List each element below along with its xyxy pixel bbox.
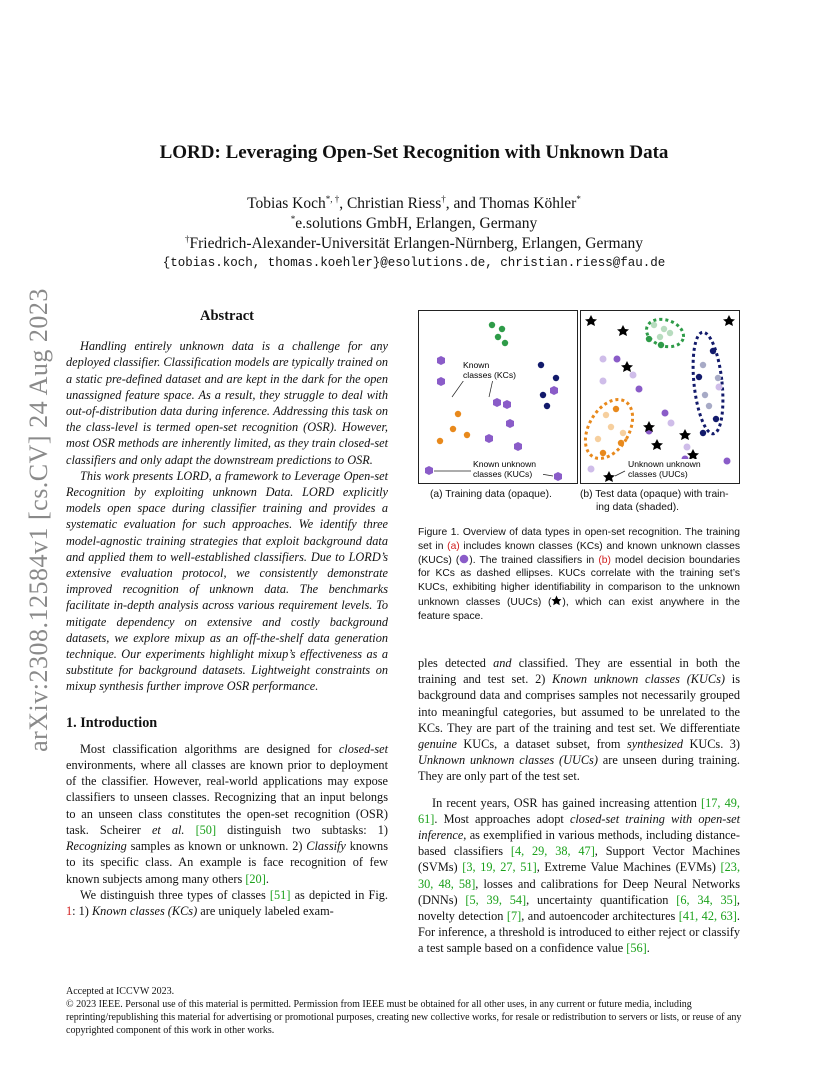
author-affil-mark: *, † xyxy=(325,194,340,204)
right-column xyxy=(418,655,740,957)
caption-text: model decision boundaries for KCs as dashed ellipses. KUCs correlate with the training set’s KUCs, exhibiting higher identifiability in comparison to the unknown unknown classes (UUCs) ( xyxy=(418,554,740,608)
text-emphasis: closed-set training with open-set inference xyxy=(418,811,740,843)
text-run: classified. They are essential in both the training and test set. 2) xyxy=(418,656,740,687)
uuc-label: Unknown unknown xyxy=(628,459,701,469)
section-heading: 1. Introduction xyxy=(66,714,158,731)
caption-text: ). The trained classifiers in xyxy=(469,554,599,566)
test-opaque-points xyxy=(600,336,731,465)
figure-panel-a xyxy=(418,310,578,484)
figure-panel-b xyxy=(580,310,740,484)
caption-text: ), which can exist anywhere in the feature space. xyxy=(418,596,740,622)
subfigure-label-a: (a) Training data (opaque). xyxy=(430,489,552,500)
text-run: KUCs. 3) xyxy=(682,737,740,752)
affiliation-2 xyxy=(0,234,828,253)
text-run: are uniquely labeled exam- xyxy=(197,903,334,918)
text-run: . xyxy=(265,871,269,886)
uuc-star-icon xyxy=(551,595,562,606)
text-run: . xyxy=(646,941,650,956)
citation-link[interactable]: [6, 34, 35] xyxy=(676,892,737,907)
text-emphasis: Recognizing xyxy=(66,839,127,854)
text-run: Most classification algorithms are designed for xyxy=(80,741,339,756)
text-run: , and autoencoder architectures xyxy=(521,909,679,924)
text-run: , Extreme Value Machines (EVMs) xyxy=(536,860,721,875)
text-run: is background data and comprises samples not necessarily grouped into meaningful categories, but assumed to be unrelated to the KCs. They are part of the training and test set. We differentiate xyxy=(418,672,740,735)
kc-green-boundary xyxy=(643,315,687,351)
citation-link[interactable]: [17, 49, 61] xyxy=(418,795,740,826)
text-run: We distinguish three types of classes xyxy=(80,887,270,902)
author-separator: , xyxy=(339,195,347,213)
text-run: . For inference, a threshold is introduced to either reject or classify a test sample based on a confidence value xyxy=(418,909,740,956)
body-paragraph xyxy=(418,795,740,957)
citation-link[interactable]: [20] xyxy=(245,871,266,886)
known-pointer-line xyxy=(489,379,493,397)
text-emphasis: et al. xyxy=(151,822,185,837)
subfigure-ref-link[interactable]: (a) xyxy=(447,540,460,552)
text-run: as depicted in Fig. xyxy=(290,887,388,902)
figure-ref-link[interactable]: 1 xyxy=(66,903,73,918)
author-line xyxy=(0,194,828,213)
text-emphasis: genuine xyxy=(418,737,457,752)
author-emails[interactable]: {tobias.koch, thomas.koehler}@esolutions.de, christian.riess@fau.de xyxy=(162,256,666,270)
kc-orange-points xyxy=(437,411,470,444)
kc-green-points xyxy=(489,322,508,346)
text-run: are unseen during training. They are only part of the test set. xyxy=(418,753,740,784)
caption-text: includes known classes (KCs) and known unknown classes (KUCs) ( xyxy=(418,540,740,566)
citation-link[interactable]: [23, 30, 48, 58] xyxy=(418,860,741,891)
author-name: Tobias Koch xyxy=(247,195,326,213)
kuc-marker-icon xyxy=(459,554,469,564)
affil-text: Friedrich-Alexander-Universität Erlangen-Nürnberg, Erlangen, Germany xyxy=(189,235,643,253)
left-column xyxy=(66,308,388,919)
text-run xyxy=(185,823,196,837)
body-paragraph xyxy=(66,741,388,887)
arxiv-identifier xyxy=(20,280,58,760)
text-emphasis: closed-set xyxy=(338,741,388,756)
subfigure-label-b-line: ing data (shaded). xyxy=(596,502,680,513)
test-data-scatter xyxy=(581,311,739,483)
author-name: Christian Riess xyxy=(346,195,442,213)
affil-mark: † xyxy=(185,234,190,244)
text-run: environments, where all classes are known prior to deployment of the classifier. However, real-world applications may expose classifiers to unseen classes. Recognizing that an input belongs to an unseen class constitutes the open-set recognition (OSR) task. Scheirer xyxy=(66,758,388,837)
caption-text: Figure 1. Overview of data types in open-set recognition. The training set in xyxy=(418,527,740,552)
citation-link[interactable]: [56] xyxy=(626,941,647,956)
text-emphasis: Classify xyxy=(306,839,346,854)
kuc-label: classes (KUCs) xyxy=(473,469,533,479)
known-classes-label: classes (KCs) xyxy=(463,370,517,380)
text-run: ples detected xyxy=(418,656,494,670)
author-separator: , and xyxy=(445,195,480,213)
subfigure-label-b-line: (b) Test data (opaque) with train- xyxy=(580,489,729,500)
text-run: , as exemplified in various methods, including distance-based classifiers xyxy=(418,828,740,859)
text-run: knowns to its specific class. An example is face recognition of few known subjects among many others xyxy=(66,839,388,886)
abstract-paragraph: This work presents LORD, a framework to Leverage Open-set Recognition by exploiting unknown Data. LORD explicitly models open space during classifier training and provides a systematic evaluation for such approaches. We identify three model-agnostic training strategies that exploit background data and applied them to well-established classifiers. Due to LORD’s extensive evaluation protocol, we consistently demonstrate improved recognition of unknown data. The benchmarks facilitate in-depth analysis across various requirement levels. To mitigate dependency on extensive and costly background datasets, we explore mixup as an off-the-shelf data generation technique. Our experiments highlight mixup’s effectiveness as a substitute for background datasets. Lightweight constraints on mixup synthesis further improve OSR performance. xyxy=(66,468,388,694)
text-emphasis: Known unknown classes (KUCs) xyxy=(552,672,725,687)
abstract-paragraph: Handling entirely unknown data is a challenge for any deployed classifier. Classification models are typically trained on a static pre-defined dataset and are kept in the dark for the open unassigned feature space. As a result, they struggle to deal with out-of-distribution data during inference. Addressing this task on the class-level is termed open-set recognition (OSR). However, most OSR methods are inherently limited, as they train closed-set classifiers and only adapt the downstream predictions to OSR. xyxy=(66,339,388,467)
author-affil-mark: † xyxy=(441,194,446,204)
kc-navy-boundary xyxy=(689,331,728,435)
uuc-pointer-line xyxy=(615,471,625,476)
paper-title: LORD: Leveraging Open-Set Recognition with Unknown Data xyxy=(159,142,669,163)
text-emphasis: and xyxy=(493,656,512,670)
author-name: Thomas Köhler xyxy=(479,195,577,213)
text-run: distinguish two subtasks: 1) xyxy=(216,822,389,837)
text-run: , losses and calibrations for Deep Neural Networks (DNNs) xyxy=(418,876,740,907)
text-run: , Support Vector Machines (SVMs) xyxy=(418,844,740,875)
text-emphasis: Known classes (KCs) xyxy=(91,903,198,918)
subfigure-ref-link[interactable]: (b) xyxy=(598,554,611,566)
text-run: : 1) xyxy=(72,903,92,918)
author-affil-mark: * xyxy=(576,194,581,204)
train-shaded-points xyxy=(588,322,723,473)
abstract-heading: Abstract xyxy=(200,308,254,324)
copyright-footer xyxy=(66,985,746,1037)
citation-link[interactable]: [41, 42, 63] xyxy=(678,909,737,924)
citation-link[interactable]: [5, 39, 54] xyxy=(465,892,527,907)
text-emphasis: Unknown unknown classes (UUCs) xyxy=(418,753,598,768)
footer-line: Accepted at ICCVW 2023. xyxy=(66,986,175,997)
footer-line: © 2023 IEEE. Personal use of this material is permitted. Permission from IEEE must be obtained for all other uses, in any current or future media, including reprinting/republishing this material for advertising or promotional purposes, creating new collective works, for resale or redistribution to servers or lists, or reuse of any copyrighted component of this work in other works. xyxy=(66,999,742,1036)
arxiv-id-text: arXiv:2308.12584v1 [cs.CV] 24 Aug 2023 xyxy=(24,288,54,752)
text-run: , uncertainty quantification xyxy=(526,892,677,907)
text-emphasis: synthesized xyxy=(626,737,683,752)
affil-text: e.solutions GmbH, Erlangen, Germany xyxy=(295,215,538,233)
body-paragraph xyxy=(66,887,388,919)
kc-navy-points xyxy=(538,362,559,409)
citation-link[interactable]: [50] xyxy=(195,822,217,837)
affiliation-1 xyxy=(0,214,828,233)
kuc-label: Known unknown xyxy=(473,459,537,469)
text-run: In recent years, OSR has gained increasing attention xyxy=(432,795,702,810)
uuc-label: classes (UUCs) xyxy=(628,469,688,479)
subfigure-label-b xyxy=(580,488,740,514)
text-run: , novelty detection xyxy=(418,892,740,924)
figure-1-caption xyxy=(418,526,740,624)
training-data-scatter xyxy=(419,311,577,483)
citation-link[interactable]: [51] xyxy=(269,887,291,902)
citation-link[interactable]: [3, 19, 27, 51] xyxy=(462,860,537,875)
text-run: . Most approaches adopt xyxy=(434,811,570,826)
known-classes-label: Known xyxy=(463,360,490,370)
known-pointer-line xyxy=(452,380,464,397)
citation-link[interactable]: [4, 29, 38, 47] xyxy=(510,844,595,859)
text-run: samples as known or unknown. 2) xyxy=(126,839,307,854)
citation-link[interactable]: [7] xyxy=(506,909,522,924)
affil-mark: * xyxy=(290,214,296,224)
text-run: KUCs, a dataset subset, from xyxy=(456,737,627,752)
body-paragraph xyxy=(418,655,740,785)
